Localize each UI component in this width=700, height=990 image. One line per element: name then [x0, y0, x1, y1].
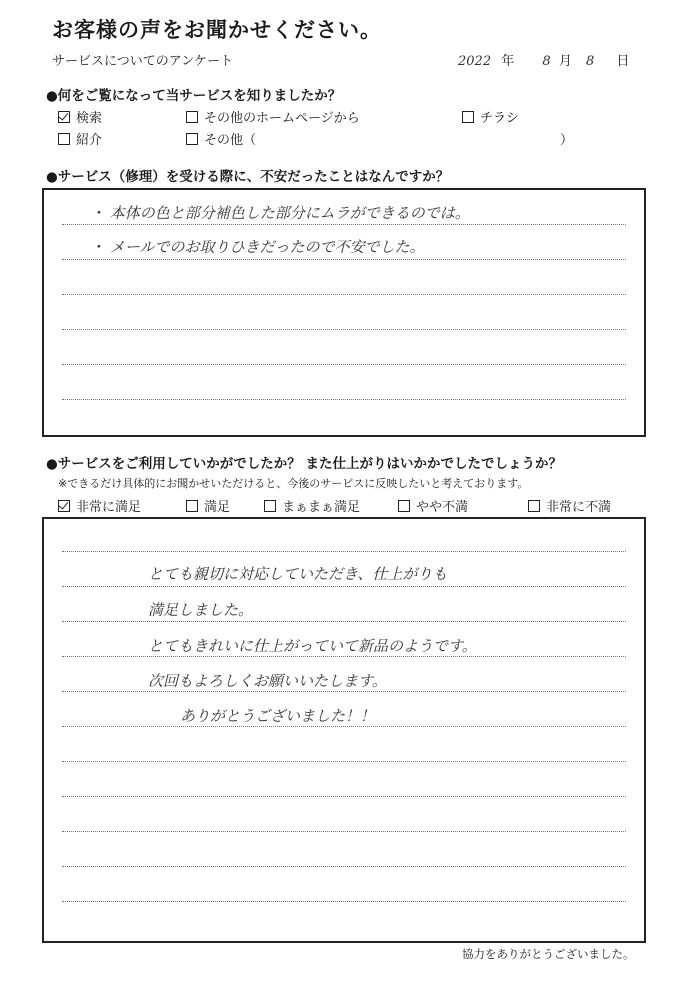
q3-answer-line-5: ありがとうございました！！ [180, 707, 376, 725]
q3-answer-line-4: 次回もよろしくお願いいたします。 [148, 672, 387, 690]
q1-option-other[interactable]: その他（ [186, 129, 256, 148]
q3-option-somewhat-satisfied[interactable]: まぁまぁ満足 [264, 496, 360, 515]
date-month: 8 [542, 54, 551, 69]
ruled-line [62, 656, 626, 657]
ruled-line [62, 399, 626, 400]
q2-question: ●サービス（修理）を受ける際に、不安だったことはなんですか？ [46, 169, 450, 185]
ruled-line [62, 866, 626, 867]
q1-question: ●何をご覧になって当サービスを知りましたか？ [46, 88, 342, 104]
q3-option-very-satisfied[interactable]: 非常に満足 [58, 496, 141, 515]
ruled-line [62, 294, 626, 295]
checkbox[interactable] [186, 500, 198, 512]
checkbox-checked[interactable] [58, 111, 70, 123]
q1-option-homepage[interactable]: その他のホームページから [186, 107, 360, 126]
ruled-line [62, 691, 626, 692]
ruled-line [62, 761, 626, 762]
q1-other-close: ） [560, 133, 574, 148]
date-day: 8 [585, 54, 595, 69]
ruled-line [62, 551, 626, 552]
date-month-unit: 月 [558, 54, 572, 69]
date-year: 2022 [458, 54, 492, 69]
q1-option-flyer[interactable]: チラシ [462, 107, 519, 126]
ruled-line [62, 831, 626, 832]
q1-option-search[interactable]: 検索 [58, 107, 102, 126]
ruled-line [62, 224, 626, 225]
ruled-line [62, 796, 626, 797]
q3-answer-box[interactable] [42, 517, 646, 943]
footer-thanks: 協力をありがとうございました。 [462, 947, 635, 961]
q2-answer-line-2: ・ メールでのお取りひきだったので不安でした。 [90, 238, 425, 256]
ruled-line [62, 259, 626, 260]
q3-option-satisfied[interactable]: 満足 [186, 496, 230, 515]
ruled-line [62, 901, 626, 902]
page-title: お客様の声をお聞かせください。 [52, 18, 382, 42]
ruled-line [62, 726, 626, 727]
q1-option-referral[interactable]: 紹介 [58, 129, 102, 148]
q3-answer-line-3: とてもきれいに仕上がっていて新品のようです。 [148, 637, 477, 655]
checkbox[interactable] [186, 133, 198, 145]
ruled-line [62, 364, 626, 365]
q3-option-very-dissatisfied[interactable]: 非常に不満 [528, 496, 611, 515]
ruled-line [62, 621, 626, 622]
q3-answer-line-2: 満足しました。 [148, 601, 254, 619]
ruled-line [62, 329, 626, 330]
checkbox[interactable] [398, 500, 410, 512]
q2-answer-line-1: ・ 本体の色と部分補色した部分にムラができるのでは。 [90, 204, 470, 222]
q3-question: ●サービスをご利用していかがでしたか？ また仕上がりはいかかでしたでしょうか？ [46, 456, 562, 472]
date-year-unit: 年 [501, 54, 515, 69]
date-day-unit: 日 [616, 54, 630, 69]
checkbox[interactable] [186, 111, 198, 123]
date-field [458, 50, 629, 69]
q3-answer-line-1: とても親切に対応していただき、仕上がりも [148, 565, 448, 583]
checkbox-checked[interactable] [58, 500, 70, 512]
ruled-line [62, 586, 626, 587]
checkbox[interactable] [462, 111, 474, 123]
q3-note: ※できるだけ具体的にお聞かせいただけると、今後のサービスに反映したいと考えております。 [58, 477, 529, 490]
q3-option-somewhat-dissatisfied[interactable]: やや不満 [398, 496, 468, 515]
checkbox[interactable] [528, 500, 540, 512]
q2-answer-box[interactable] [42, 188, 646, 437]
checkbox[interactable] [264, 500, 276, 512]
survey-subtitle: サービスについてのアンケート [52, 54, 233, 69]
checkbox[interactable] [58, 133, 70, 145]
